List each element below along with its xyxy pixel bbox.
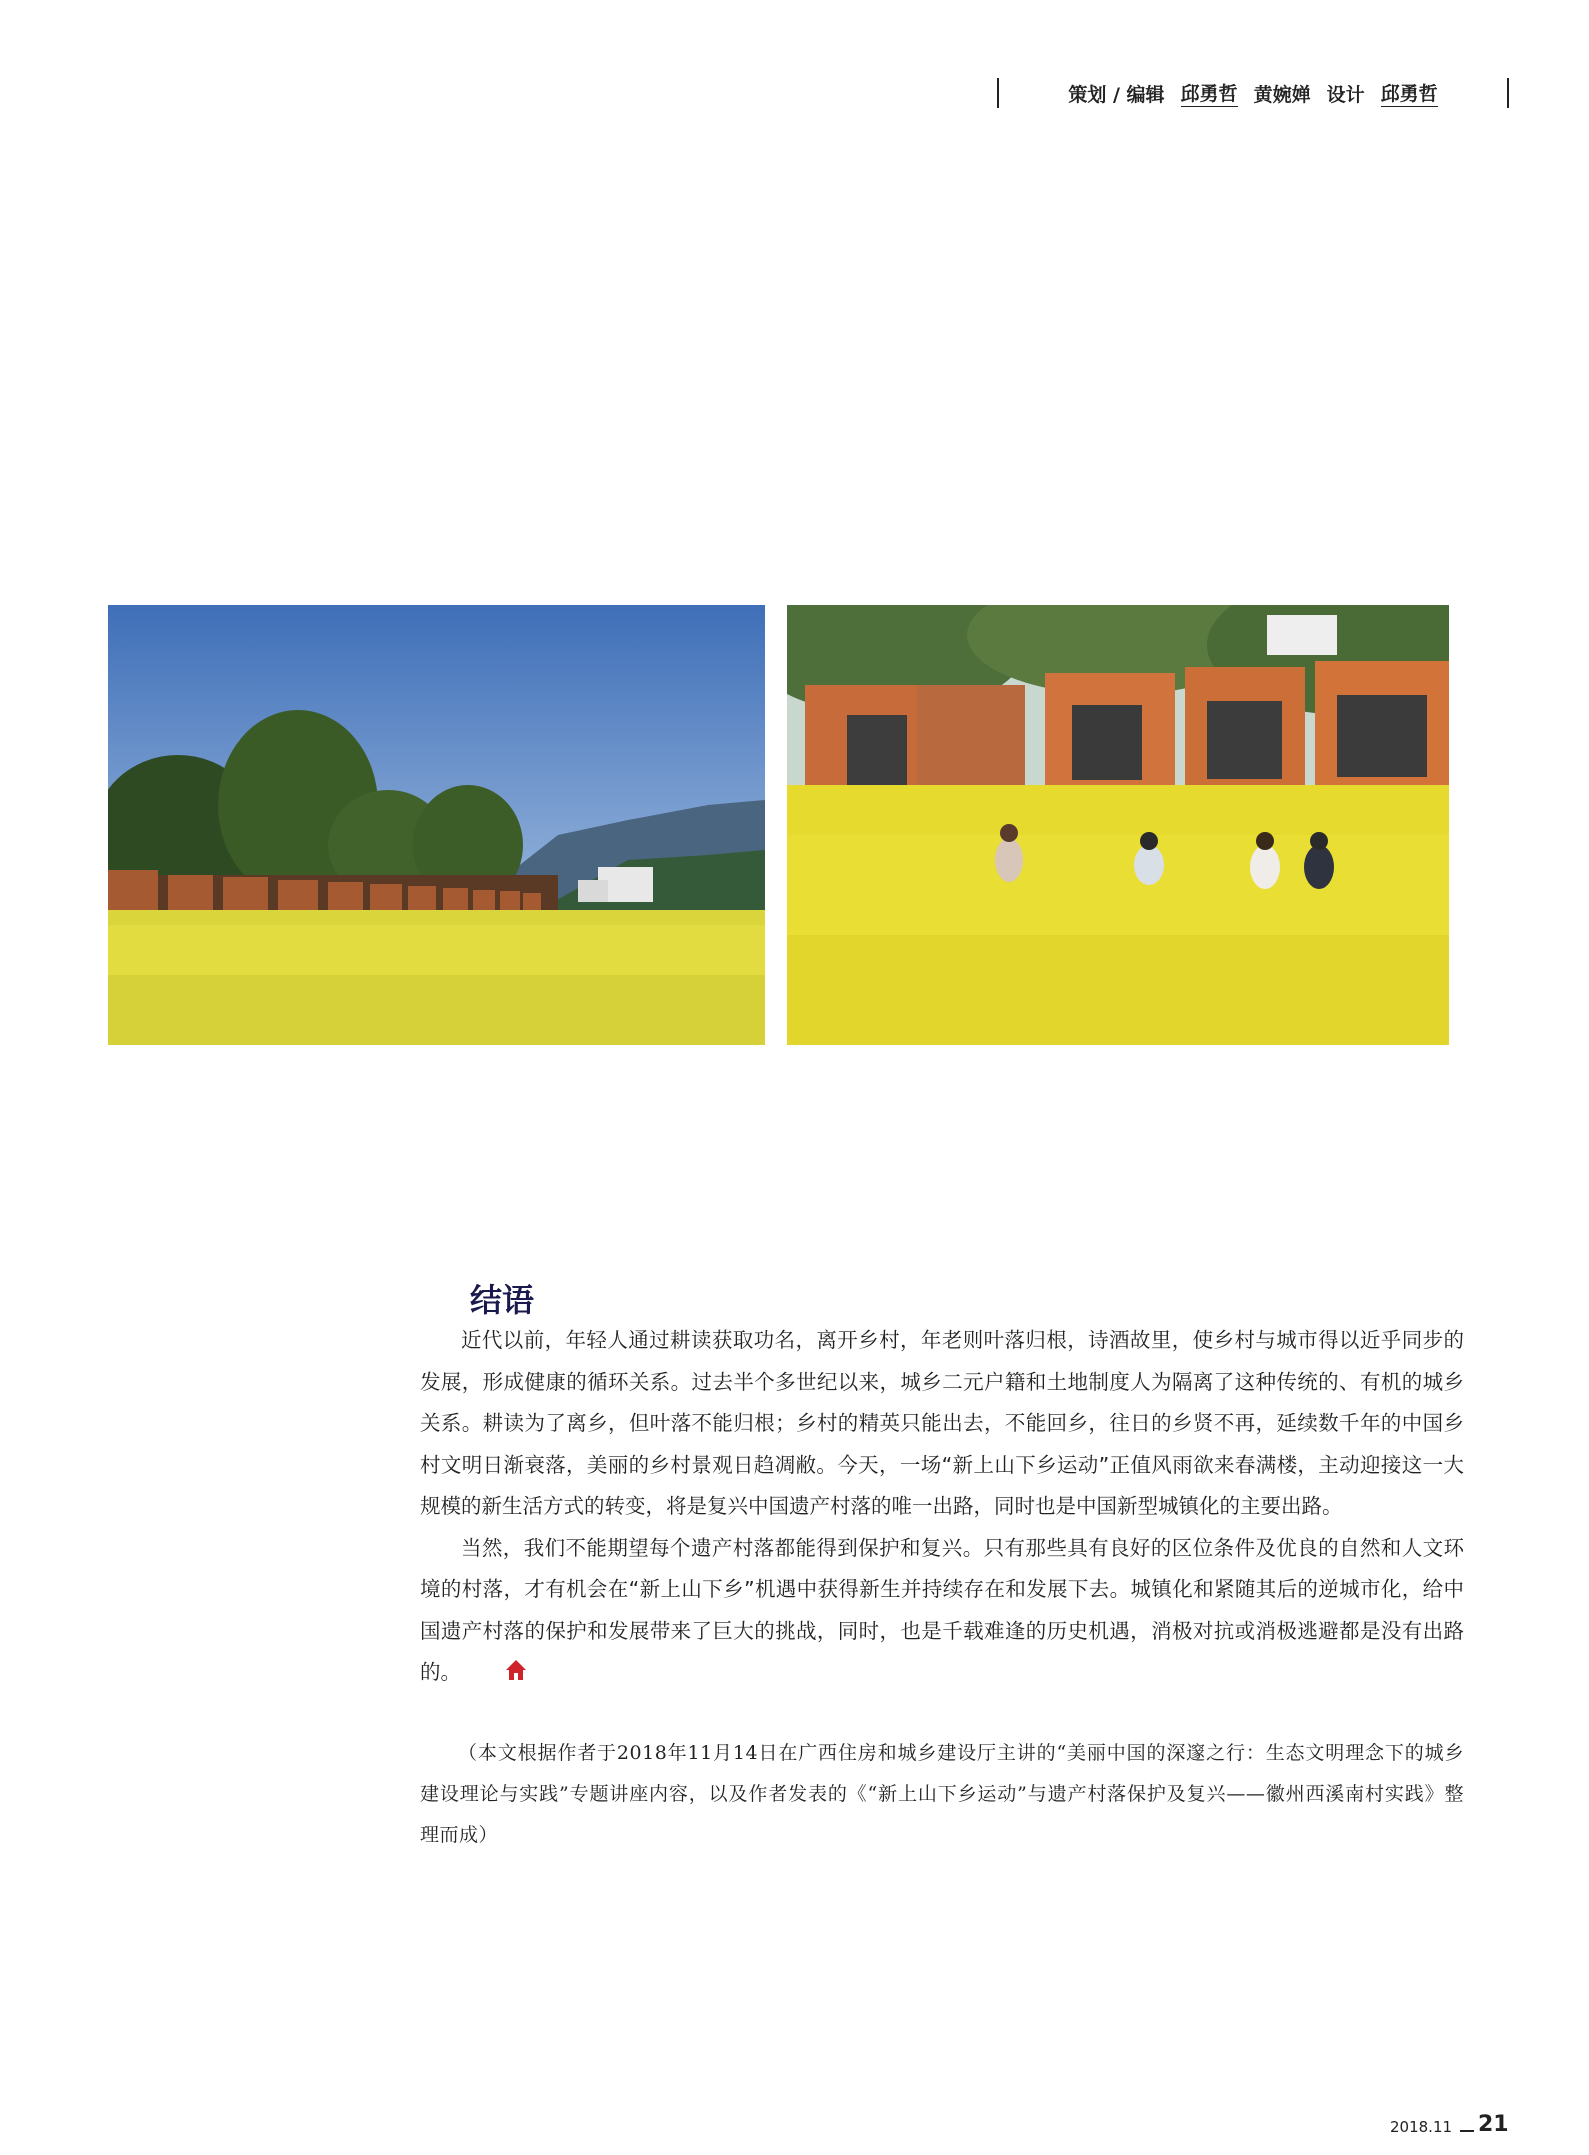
paragraph-2 [420,1528,1464,1694]
paragraph-2-text: 当然，我们不能期望每个遗产村落都能得到保护和复兴。只有那些具有良好的区位条件及优良的自然和人文环境的村落，才有机会在“新上山下乡”机遇中获得新生并持续存在和发展下去。城镇化和紧随其后的逆城市化，给中国遗产村落的保护和发展带来了巨大的挑战，同时，也是千载难逢的历史机遇，消极对抗或消极逃避都是没有出路的。 [420,1535,1464,1684]
credit-name-designer: 邱勇哲 [1381,79,1438,107]
photo-rapeseed-field-container-houses [108,605,765,1045]
credit-name-editor-2: 黄婉婵 [1253,83,1311,106]
section-heading: 结语 [470,1281,535,1319]
divider-right [1507,78,1509,108]
page-number: 21 [1478,2112,1509,2137]
credits-bar [997,78,1509,108]
page-footer [1390,2112,1510,2138]
footer-dash [1460,2130,1474,2132]
source-note [420,1733,1464,1856]
photo-container-houses-people-in-field [787,605,1449,1045]
paragraph-1: 近代以前，年轻人通过耕读获取功名，离开乡村，年老则叶落归根，诗酒故里，使乡村与城市得以近乎同步的发展，形成健康的循环关系。过去半个多世纪以来，城乡二元户籍和土地制度人为隔离了这种传统的、有机的城乡关系。耕读为了离乡，但叶落不能归根；乡村的精英只能出去，不能回乡，往日的乡贤不再，延续数千年的中国乡村文明日渐衰落，美丽的乡村景观日趋凋敝。今天，一场“新上山下乡运动”正值风雨欲来春满楼，主动迎接这一大规模的新生活方式的转变，将是复兴中国遗产村落的唯一出路，同时也是中国新型城镇化的主要出路。 [420,1328,1464,1518]
house-icon [463,1655,487,1679]
credit-name-editor: 邱勇哲 [1181,79,1238,107]
credit-role-planning: 策划 / 编辑 [1068,83,1165,106]
credit-role-design: 设计 [1326,83,1365,106]
article-body [420,1320,1464,1694]
divider-left [997,78,999,108]
issue-date: 2018.11 [1390,2118,1453,2136]
source-note-text: （本文根据作者于2018年11月14日在广西住房和城乡建设厅主讲的“美丽中国的深邃之行：生态文明理念下的城乡建设理论与实践”专题讲座内容，以及作者发表的《“新上山下乡运动”与遗产村落保护及复兴——徽州西溪南村实践》整理而成） [420,1742,1464,1846]
